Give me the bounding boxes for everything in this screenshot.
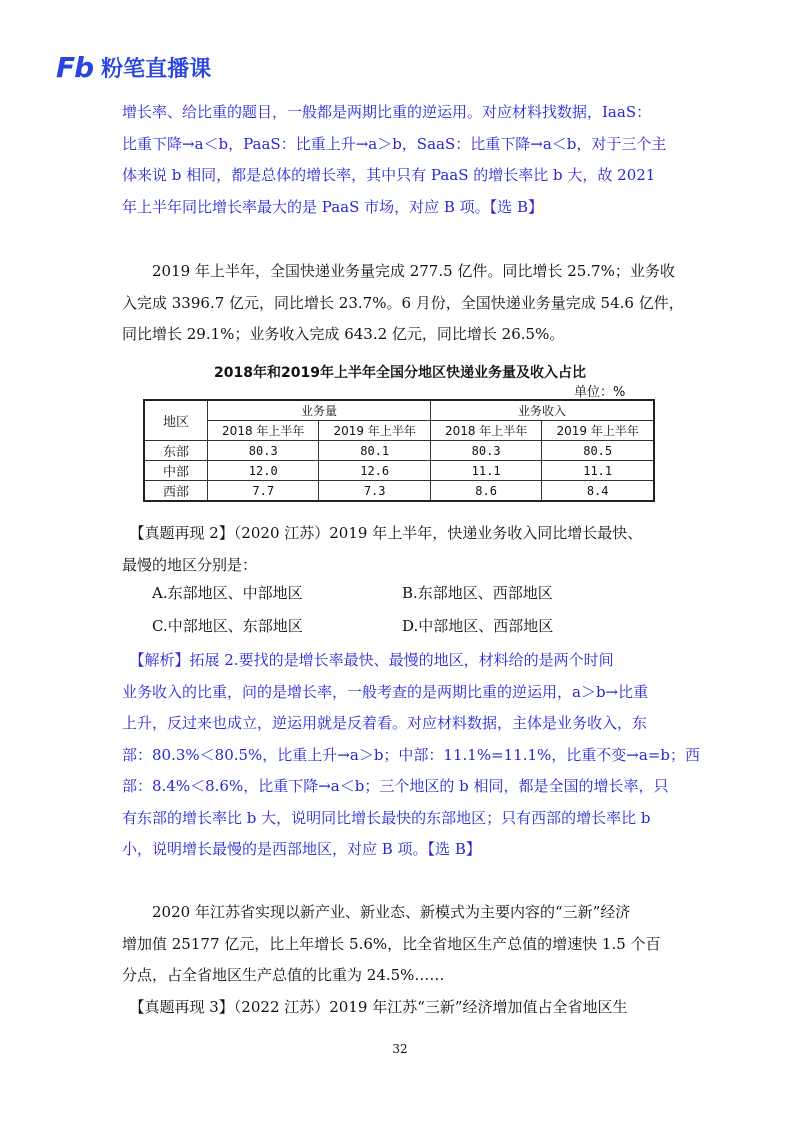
table-cell: 7.3 <box>319 481 430 502</box>
table-subheader: 2018 年上半年 <box>208 421 319 441</box>
text-line: 增加值 25177 亿元，比上年增长 5.6%，比全省地区生产总值的增速快 1.5 个百 <box>122 934 661 953</box>
data-table <box>143 399 655 502</box>
table-subheader: 2019 年上半年 <box>542 421 654 441</box>
text-line: 年上半年同比增长率最大的是 PaaS 市场，对应 B 项。【选 B】 <box>122 197 543 216</box>
fenbi-logo-text: 粉笔直播课 <box>101 56 212 82</box>
table-cell: 80.5 <box>542 441 654 461</box>
text-line: 【解析】拓展 2.要找的是增长率最快、最慢的地区，材料给的是两个时间 <box>122 651 614 669</box>
table-group-header: 业务收入 <box>430 400 654 421</box>
table-cell: 80.1 <box>319 441 430 461</box>
text-line: 增长率、给比重的题目，一般都是两期比重的逆运用。对应材料找数据，IaaS： <box>122 103 652 121</box>
text-line: 上升，反过来也成立，逆运用就是反着看。对应材料数据，主体是业务收入，东 <box>122 714 648 732</box>
option-d: D.中部地区、西部地区 <box>402 617 554 635</box>
table-row-header: 西部 <box>144 481 208 502</box>
text-line: 2020 年江苏省实现以新产业、新业态、新模式为主要内容的“三新”经济 <box>122 903 631 921</box>
analysis-2 <box>122 645 700 866</box>
option-a: A.东部地区、中部地区 <box>152 584 303 602</box>
material-paragraph-3 <box>122 897 682 992</box>
table-subheader: 2018 年上半年 <box>430 421 541 441</box>
text-line: 业务收入的比重，问的是增长率，一般考查的是两期比重的逆运用，a＞b→比重 <box>122 682 649 701</box>
table-title: 2018年和2019年上半年全国分地区快递业务量及收入占比 <box>214 365 586 381</box>
text-line: 最慢的地区分别是： <box>122 555 258 574</box>
text-line: 2019 年上半年，全国快递业务量完成 277.5 亿件。同比增长 25.7%；业务收 <box>122 262 675 280</box>
table-cell: 12.6 <box>319 461 430 481</box>
text-line: 【真题再现 2】（2020 江苏）2019 年上半年，快递业务收入同比增长最快、 <box>122 524 643 542</box>
text-line: 部：8.4%＜8.6%，比重下降→a＜b；三个地区的 b 相同，都是全国的增长率，只 <box>122 777 669 795</box>
question-2 <box>122 518 682 581</box>
table-cell: 80.3 <box>208 441 319 461</box>
table-corner-header: 地区 <box>144 400 208 441</box>
fenbi-logo-mark: Fb <box>56 50 94 84</box>
text-line: 体来说 b 相同，都是总体的增长率，其中只有 PaaS 的增长率比 b 大，故 2021 <box>122 166 656 184</box>
table-row <box>144 441 654 461</box>
table-row-header: 中部 <box>144 461 208 481</box>
option-c: C.中部地区、东部地区 <box>152 617 303 635</box>
table-row <box>144 461 654 481</box>
page-number: 32 <box>392 1042 408 1056</box>
text-line: 比重下降→a＜b，PaaS：比重上升→a＞b，SaaS：比重下降→a＜b，对于三个主 <box>122 134 667 153</box>
table-group-header: 业务量 <box>208 400 431 421</box>
analysis-continuation <box>122 97 682 223</box>
text-line: 分点，占全省地区生产总值的比重为 24.5%…… <box>122 966 445 984</box>
option-b: B.东部地区、西部地区 <box>402 584 553 602</box>
table-subheader: 2019 年上半年 <box>319 421 430 441</box>
material-paragraph <box>122 256 682 351</box>
table-row-header: 东部 <box>144 441 208 461</box>
table-row <box>144 481 654 502</box>
table-unit: 单位：% <box>574 385 626 400</box>
fenbi-logo <box>56 50 211 84</box>
text-line: 【真题再现 3】（2022 江苏）2019 年江苏“三新”经济增加值占全省地区生 <box>122 998 628 1016</box>
text-line: 部：80.3%＜80.5%，比重上升→a＞b；中部：11.1%=11.1%，比重不变→a=b；西 <box>122 745 700 764</box>
text-line: 同比增长 29.1%；业务收入完成 643.2 亿元，同比增长 26.5%。 <box>122 325 565 343</box>
table-cell: 12.0 <box>208 461 319 481</box>
text-line: 有东部的增长率比 b 大，说明同比增长最快的东部地区；只有西部的增长率比 b <box>122 808 651 827</box>
table-cell: 8.4 <box>542 481 654 502</box>
table-cell: 11.1 <box>430 461 541 481</box>
table-cell: 8.6 <box>430 481 541 502</box>
table-cell: 11.1 <box>542 461 654 481</box>
text-line: 入完成 3396.7 亿元，同比增长 23.7%。6 月份，全国快递业务量完成 54.6 亿件， <box>122 293 684 312</box>
table-cell: 7.7 <box>208 481 319 502</box>
text-line: 小，说明增长最慢的是西部地区，对应 B 项。【选 B】 <box>122 840 481 858</box>
table-cell: 80.3 <box>430 441 541 461</box>
question-3 <box>122 992 682 1024</box>
